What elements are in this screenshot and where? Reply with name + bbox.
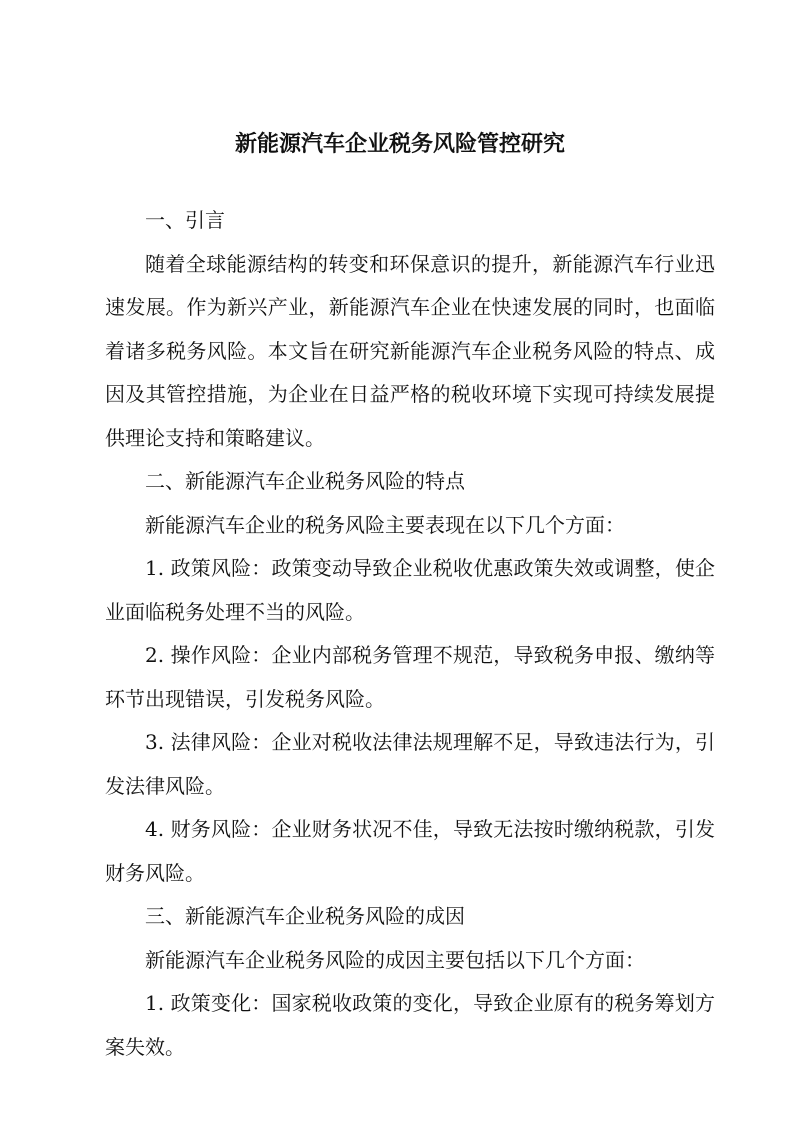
document-body — [105, 199, 715, 1069]
paragraph-characteristics-intro: 新能源汽车企业的税务风险主要表现在以下几个方面： — [145, 512, 625, 537]
document-title: 新能源汽车企业税务风险管控研究 — [234, 131, 565, 157]
section-heading-causes: 三、新能源汽车企业税务风险的成因 — [145, 904, 465, 928]
list-item-legal-risk: 3. 法律风险：企业对税收法律法规理解不足，导致违法行为，引发法律风险。 — [105, 730, 715, 798]
paragraph-causes-intro: 新能源汽车企业税务风险的成因主要包括以下几个方面： — [145, 947, 645, 972]
list-item-policy-change: 1. 政策变化：国家税收政策的变化，导致企业原有的税务筹划方案失效。 — [105, 991, 715, 1059]
list-item-operational-risk: 2. 操作风险：企业内部税务管理不规范，导致税务申报、缴纳等环节出现错误，引发税务风险。 — [105, 643, 715, 711]
paragraph-introduction: 随着全球能源结构的转变和环保意识的提升，新能源汽车行业迅速发展。作为新兴产业，新能源汽车企业在快速发展的同时，也面临着诸多税务风险。本文旨在研究新能源汽车企业税务风险的特点、成因及其管控措施，为企业在日益严格的税收环境下实现可持续发展提供理论支持和策略建议。 — [105, 251, 715, 450]
section-heading-introduction: 一、引言 — [145, 208, 225, 232]
section-heading-characteristics: 二、新能源汽车企业税务风险的特点 — [145, 469, 465, 493]
list-item-policy-risk: 1. 政策风险：政策变动导致企业税收优惠政策失效或调整，使企业面临税务处理不当的风险。 — [105, 556, 715, 624]
list-item-financial-risk: 4. 财务风险：企业财务状况不佳，导致无法按时缴纳税款，引发财务风险。 — [105, 817, 715, 885]
